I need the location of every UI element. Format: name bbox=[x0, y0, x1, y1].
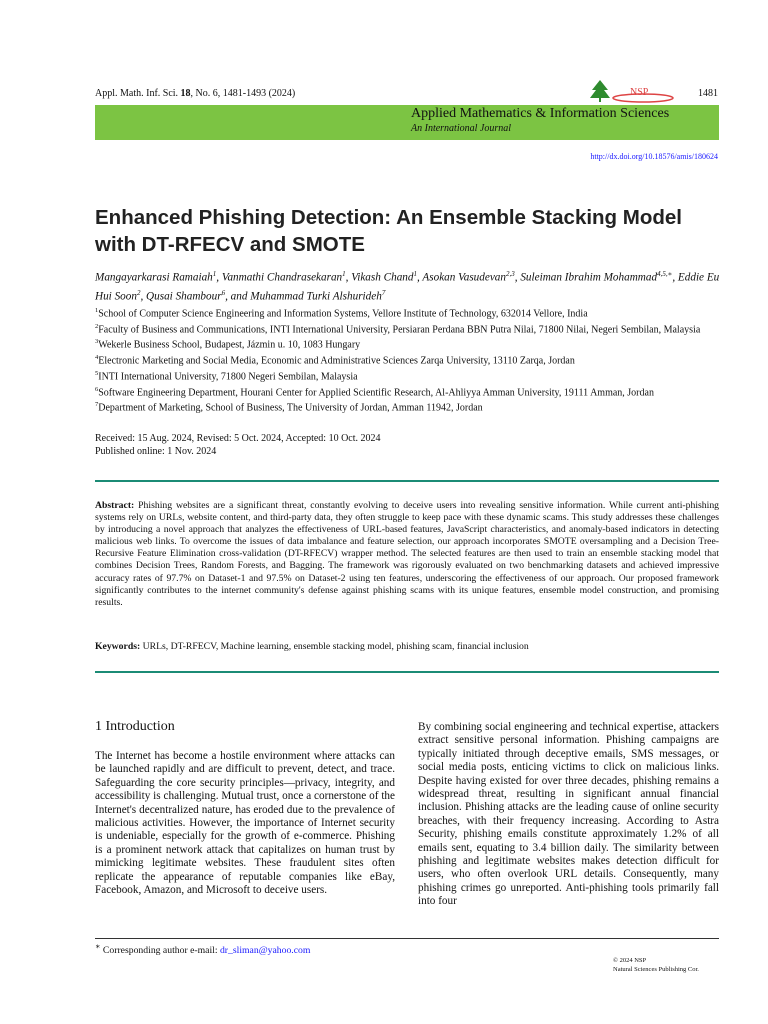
published-date: Published online: 1 Nov. 2024 bbox=[95, 445, 217, 457]
author-email-link[interactable]: dr_sliman@yahoo.com bbox=[219, 945, 311, 957]
copyright bbox=[613, 956, 699, 974]
author-name: Asokan Vasudevan bbox=[422, 271, 506, 284]
publisher-line: Natural Sciences Publishing Cor. bbox=[613, 966, 699, 973]
footnote-mark: ∗ bbox=[95, 942, 101, 951]
author-name: Eddie Eu Hui Soon bbox=[95, 271, 720, 303]
author-name: Vanmathi Chandrasekaran bbox=[221, 271, 343, 284]
affiliation-text: Electronic Marketing and Social Media, Economic and Administrative Sciences Zarqa University, 13110 Zarqa, Jordan bbox=[98, 355, 575, 367]
journal-abbrev: Appl. Math. Inf. Sci. bbox=[95, 88, 179, 99]
author-affiliation-mark: 1 bbox=[342, 270, 346, 278]
affiliation-text: Faculty of Business and Communications, INTI International University, Persiaran Perdana BBN Putra Nilai, 71800 Nilai, Negeri Sembilan, Malaysia bbox=[98, 324, 701, 336]
affiliation-text: Wekerle Business School, Budapest, Jázmin u. 10, 1083 Hungary bbox=[98, 339, 361, 351]
affiliation-item bbox=[95, 305, 725, 321]
doi-link[interactable]: http://dx.doi.org/10.18576/amis/180624 bbox=[590, 152, 718, 161]
received-date: Received: 15 Aug. 2024, Revised: 5 Oct. 2024, Accepted: 10 Oct. 2024 bbox=[95, 433, 381, 444]
journal-name: Applied Mathematics & Information Sciences bbox=[411, 106, 670, 121]
author-name: Qusai Shambour bbox=[146, 290, 222, 303]
copyright-line: © 2024 NSP bbox=[613, 957, 647, 964]
logo-text: NSP bbox=[630, 87, 649, 98]
footnote-divider bbox=[95, 938, 719, 939]
affiliation-item bbox=[95, 321, 725, 337]
affiliation-number: 4 bbox=[95, 354, 99, 362]
running-head bbox=[95, 88, 295, 99]
affiliation-number: 1 bbox=[95, 307, 99, 314]
author-name: Vikash Chand bbox=[351, 271, 414, 284]
keywords-text: URLs, DT-RFECV, Machine learning, ensemble stacking model, phishing scam, financial inclusion bbox=[142, 641, 529, 652]
affiliation-number: 5 bbox=[95, 369, 99, 377]
issue-pages: , No. 6, 1481-1493 (2024) bbox=[190, 88, 296, 99]
author-affiliation-mark: 7 bbox=[381, 289, 386, 298]
affiliation-number: 7 bbox=[95, 401, 99, 409]
nsp-logo bbox=[588, 78, 680, 104]
author-affiliation-mark: 1 bbox=[212, 270, 217, 278]
author-affiliation-mark: 2,3 bbox=[505, 270, 515, 278]
affiliation-text: INTI International University, 71800 Negeri Sembilan, Malaysia bbox=[98, 371, 358, 383]
abstract-text: Phishing websites are a significant threat, constantly evolving to deceive users into revealing sensitive information. While current anti-phishing systems rely on URLs, website content, and third-party data, they often struggle to keep pace with these dynamic scams. This study addresses these challenges by introducing a novel approach that analyzes the effectiveness of URL-based features, JavaScript characteristics, and anomaly-based indicators in detecting malicious web links. To overcome the issues of data imbalance and feature selection, our approach incorporates SMOTE oversampling and a Decision Tree-Recursive Feature Elimination cross-validation (DT-RFECV) wrapper method. The selected features are then used to train an ensemble stacking model that combines Decision Trees, Random Forests, and Bagging. The framework was rigorously evaluated on two benchmarking datasets and achieved impressive accuracy rates of 97.7% on Dataset-1 and 97.5% on Dataset-2 using ten features, underscoring the effectiveness of our approach. Our proposed framework significantly contributes to the internet community's defense against phishing scams with its unique features, ensemble model construction, and promising results. bbox=[95, 500, 720, 608]
author-affiliation-mark: 6 bbox=[221, 289, 226, 298]
footnote-label: Corresponding author e-mail: bbox=[102, 945, 218, 957]
affiliation-item bbox=[95, 399, 725, 415]
bottom-divider bbox=[95, 671, 719, 673]
affiliation-item bbox=[95, 352, 725, 368]
top-divider bbox=[95, 480, 719, 482]
author-affiliation-mark: 2 bbox=[136, 289, 141, 298]
affiliation-item bbox=[95, 384, 725, 400]
author-affiliation-mark: 1 bbox=[413, 270, 417, 278]
affiliation-list bbox=[95, 305, 725, 415]
section-heading: 1 Introduction bbox=[95, 719, 175, 734]
right-column-text: By combining social engineering and technical expertise, attackers extract sensitive personal information. Phishing campaigns are typically initiated through deceptive emails, SMS messages, or social media posts, enticing victims to click on malicious links. Despite having existed for over three decades, phishing remains a widespread threat, resulting in significant annual financial inclusion. Phishing attacks are the leading cause of online security breaches, with their frequency increasing. According to Astra Security, phishing emails constitute approximately 1.2% of all emails sent, equating to 3.4 billion daily. The similarity between phishing and legitimate websites makes detection difficult for users, who often overlook URL details. Consequently, many phishing crimes go unreported. Anti-phishing tools primarily fall into four bbox=[418, 721, 719, 908]
keywords bbox=[95, 641, 719, 652]
journal-subtitle: An International Journal bbox=[411, 123, 511, 134]
abstract bbox=[95, 500, 719, 609]
keywords-label: Keywords: bbox=[95, 641, 141, 652]
affiliation-text: Department of Marketing, School of Business, The University of Jordan, Amman 11942, Jordan bbox=[98, 402, 483, 414]
affiliation-text: School of Computer Science Engineering and Information Systems, Vellore Institute of Technology, 632014 Vellore, India bbox=[98, 308, 588, 320]
corresponding-author-footnote bbox=[95, 941, 310, 956]
paper-title: Enhanced Phishing Detection: An Ensemble Stacking Model with DT-RFECV and SMOTE bbox=[95, 206, 682, 256]
affiliation-item bbox=[95, 336, 725, 352]
affiliation-text: Software Engineering Department, Hourani Center for Applied Scientific Research, Al-Ahliyya Amman University, 19111 Amman, Jordan bbox=[98, 387, 654, 398]
volume: 18 bbox=[180, 88, 191, 99]
author-affiliation-mark: 4,5,∗ bbox=[657, 270, 673, 278]
publication-dates bbox=[95, 433, 381, 458]
author-name: Muhammad Turki Alshurideh bbox=[250, 290, 382, 303]
author-name: Suleiman Ibrahim Mohammad bbox=[520, 271, 658, 284]
affiliation-number: 2 bbox=[95, 322, 99, 330]
author-list: Mangayarkarasi Ramaiah$^1$, Vanmathi Chandrasekaran$^1$, Vikash Chand$^1$, Asokan Vasudevan$^{2,3}$, Suleiman Ibrahim Mohammad$^{4,5,∗}$, Eddie Eu Hui Soon$^2$, Qusai Shambour$^6$, and Muhammad Turki Alshurideh$^7$ bbox=[95, 270, 720, 303]
affiliation-item bbox=[95, 368, 725, 384]
page-number: 1481 bbox=[698, 88, 718, 99]
author-name: Mangayarkarasi Ramaiah bbox=[95, 271, 213, 284]
author-connector: and bbox=[230, 290, 248, 303]
left-column-text: The Internet has become a hostile environment where attacks can be launched rapidly and are difficult to prevent, detect, and trace. Safeguarding the core security principles—privacy, integrity, and accessibility is challenging. Mutual trust, once a cornerstone of the Internet's decentralized nature, has eroded due to the prevalence of malicious activities. However, the importance of Internet security is undeniable, especially for the growth of e-commerce. Phishing is a prominent network attack that capitalizes on human trust by mimicking legitimate websites. These fraudulent sites often replicate the appearance of reputable companies like eBay, Facebook, Amazon, and Microsoft to deceive users. bbox=[95, 750, 395, 897]
affiliation-number: 3 bbox=[95, 338, 99, 346]
affiliation-number: 6 bbox=[95, 385, 99, 393]
abstract-label: Abstract: bbox=[95, 500, 135, 511]
